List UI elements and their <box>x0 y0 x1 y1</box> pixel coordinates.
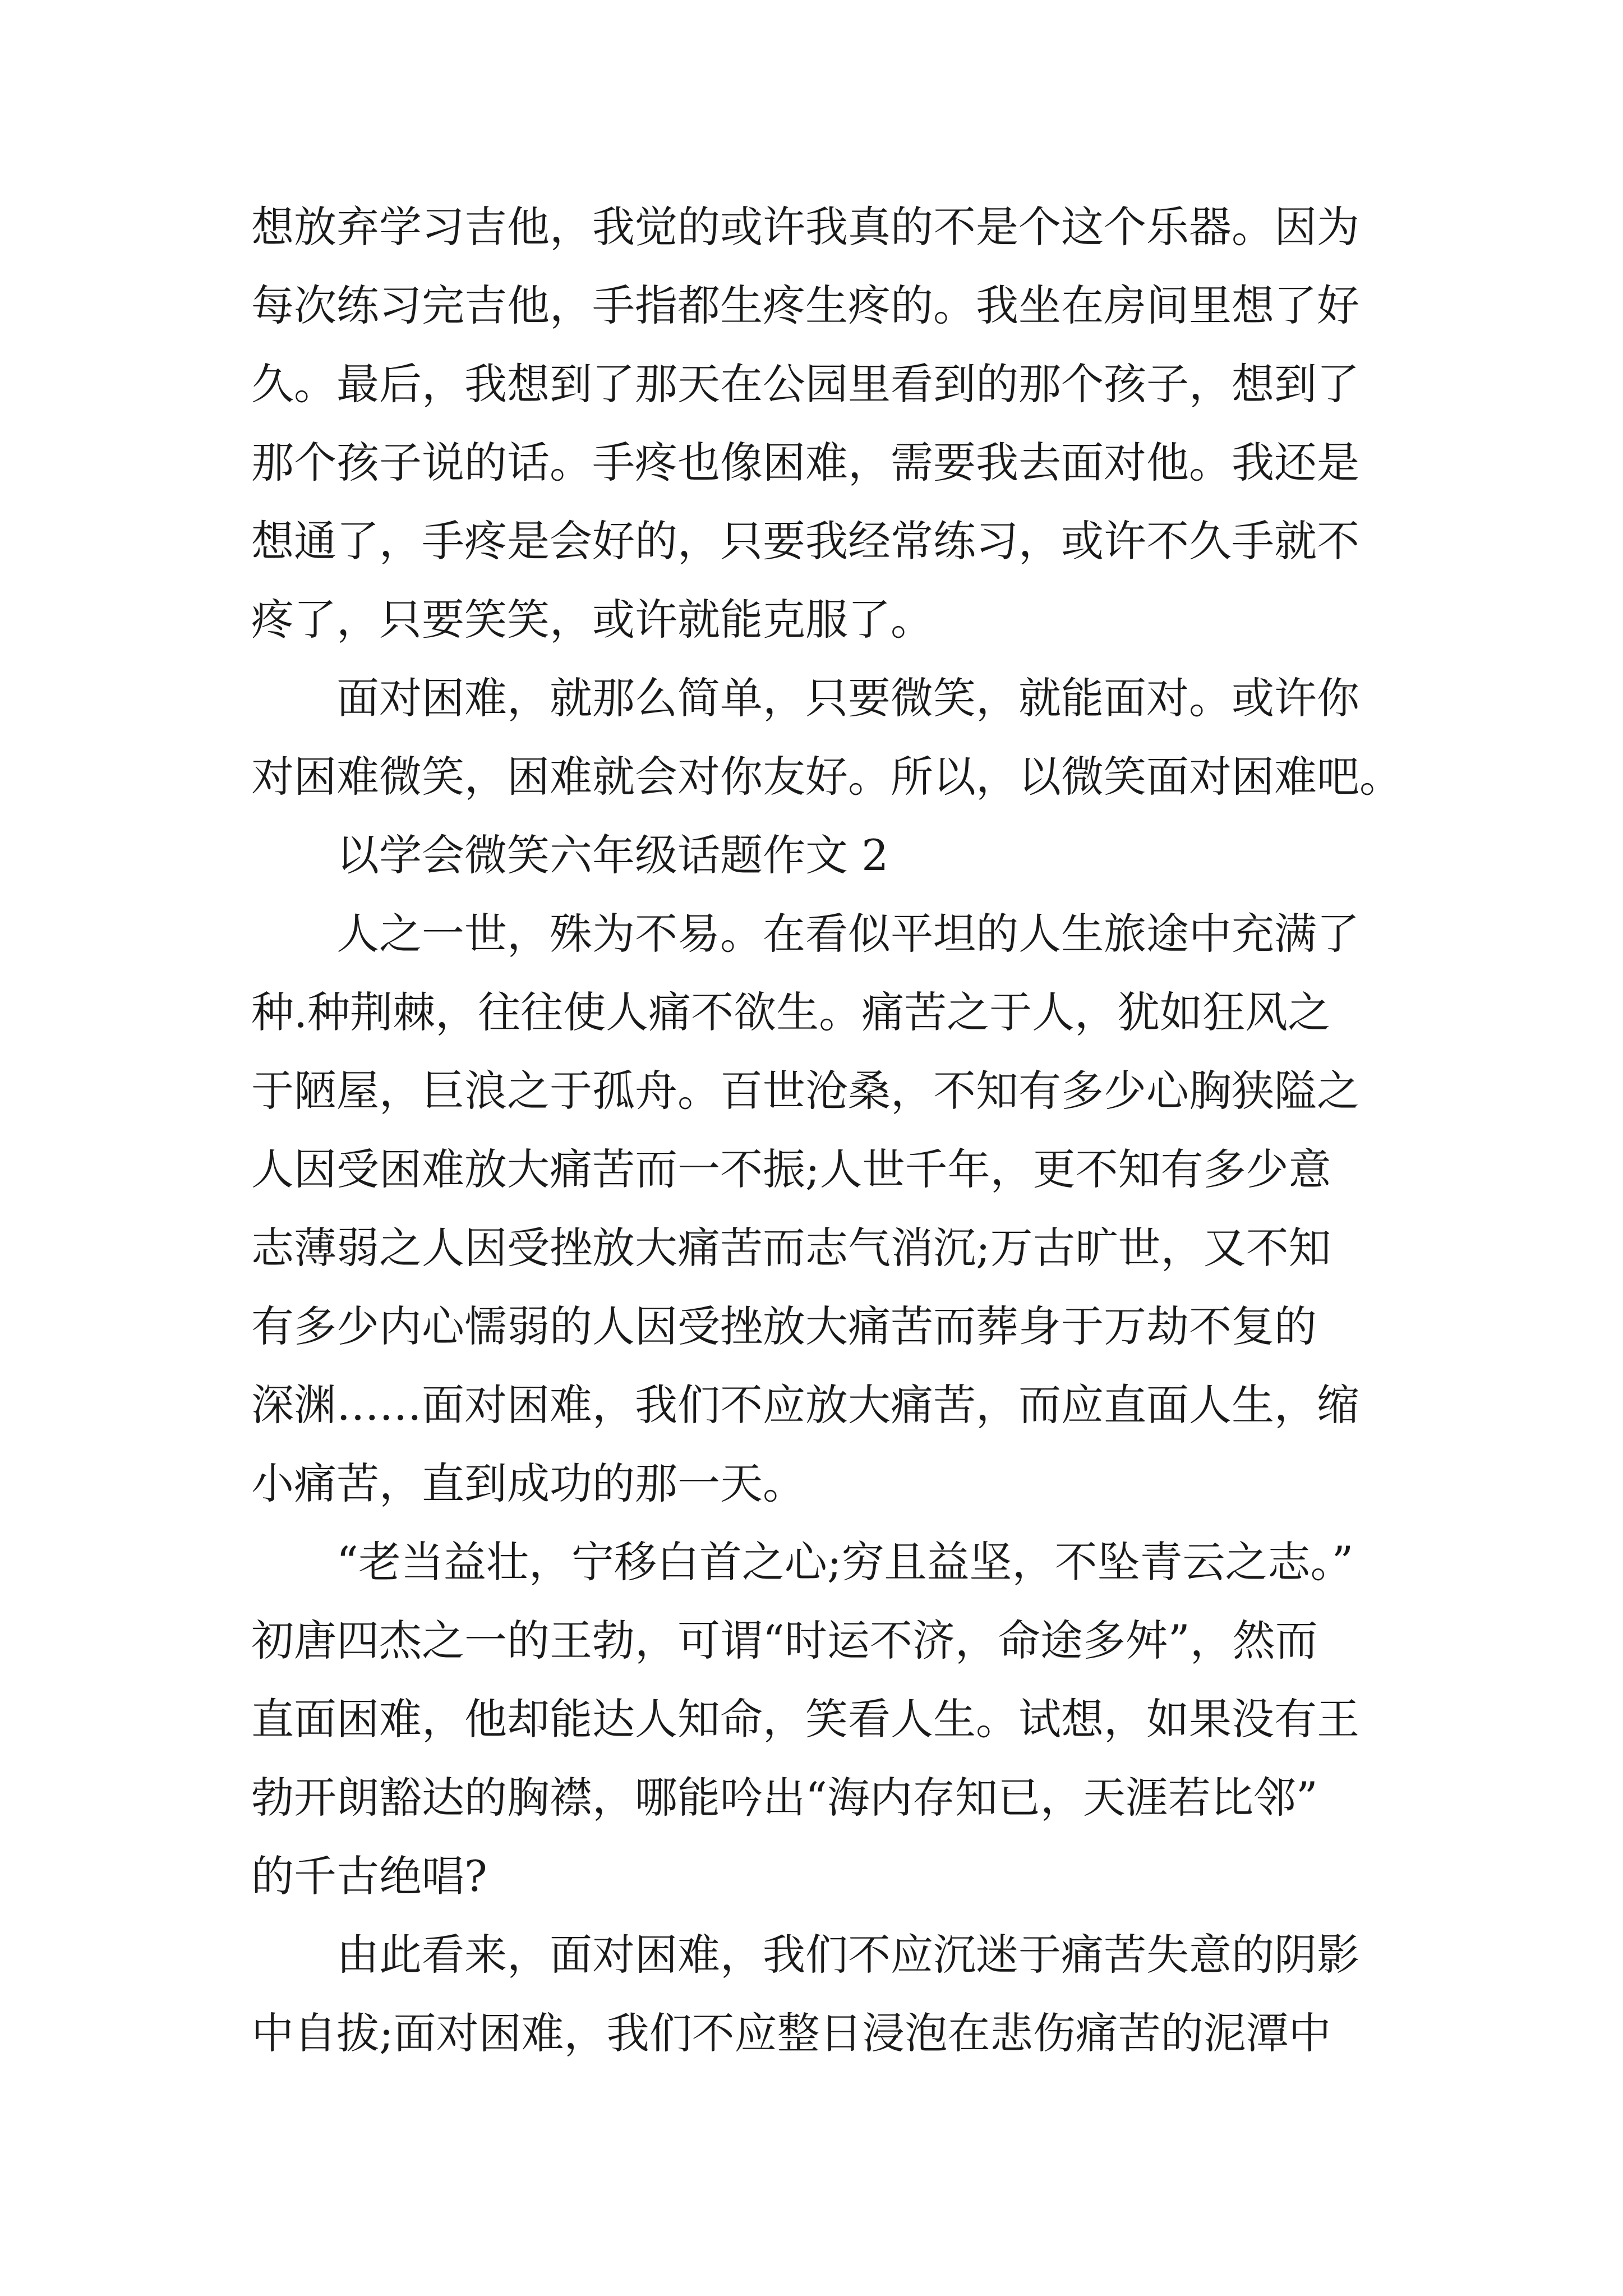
text-line-21: 勃开朗豁达的胸襟，哪能吟出“海内存知已，天涯若比邻” <box>251 1773 1318 1823</box>
text-line-20: 直面困难，他却能达人知命，笑看人生。试想，如果没有王 <box>251 1694 1359 1744</box>
text-line-13: 人因受困难放大痛苦而一不振;人世千年，更不知有多少意 <box>251 1144 1331 1194</box>
text-line-24: 中自拔;面对困难，我们不应整日浸泡在悲伤痛苦的泥潭中 <box>251 2008 1331 2058</box>
text-line-6: 疼了，只要笑笑，或许就能克服了。 <box>251 595 933 645</box>
text-line-14: 志薄弱之人因受挫放大痛苦而志气消沉;万古旷世，又不知 <box>251 1223 1331 1273</box>
text-line-7: 面对困难，就那么简单，只要微笑，就能面对。或许你 <box>336 673 1359 723</box>
text-line-2: 每次练习完吉他，手指都生疼生疼的。我坐在房间里想了好 <box>251 280 1359 330</box>
text-line-15: 有多少内心懦弱的人因受挫放大痛苦而葬身于万劫不复的 <box>251 1301 1317 1351</box>
text-line-3: 久。最后，我想到了那天在公园里看到的那个孩子，想到了 <box>251 359 1359 409</box>
text-line-22: 的千古绝唱? <box>251 1851 487 1901</box>
text-line-1: 想放弃学习吉他，我觉的或许我真的不是个这个乐器。因为 <box>251 202 1359 252</box>
text-line-17: 小痛苦，直到成功的那一天。 <box>251 1458 805 1508</box>
text-line-5: 想通了，手疼是会好的，只要我经常练习，或许不久手就不 <box>251 516 1359 566</box>
text-line-18: “老当益壮，宁移白首之心;穷且益坚，不坠青云之志。” <box>336 1537 1354 1587</box>
text-line-10: 人之一世，殊为不易。在看似平坦的人生旅途中充满了 <box>336 909 1359 959</box>
text-line-8: 对困难微笑，困难就会对你友好。所以，以微笑面对困难吧。 <box>251 752 1402 802</box>
text-line-12: 于陋屋，巨浪之于孤舟。百世沧桑，不知有多少心胸狭隘之 <box>251 1066 1359 1116</box>
text-line-4: 那个孩子说的话。手疼也像困难，需要我去面对他。我还是 <box>251 438 1359 487</box>
text-line-16: 深渊……面对困难，我们不应放大痛苦，而应直面人生，缩 <box>251 1380 1359 1430</box>
text-line-11: 种.种荆棘，往往使人痛不欲生。痛苦之于人，犹如狂风之 <box>251 987 1331 1037</box>
text-line-19: 初唐四杰之一的王勃，可谓“时运不济，命途多舛”，然而 <box>251 1616 1318 1665</box>
section-heading: 以学会微笑六年级话题作文 2 <box>336 830 889 880</box>
text-line-23: 由此看来，面对困难，我们不应沉迷于痛苦失意的阴影 <box>336 1930 1359 1980</box>
